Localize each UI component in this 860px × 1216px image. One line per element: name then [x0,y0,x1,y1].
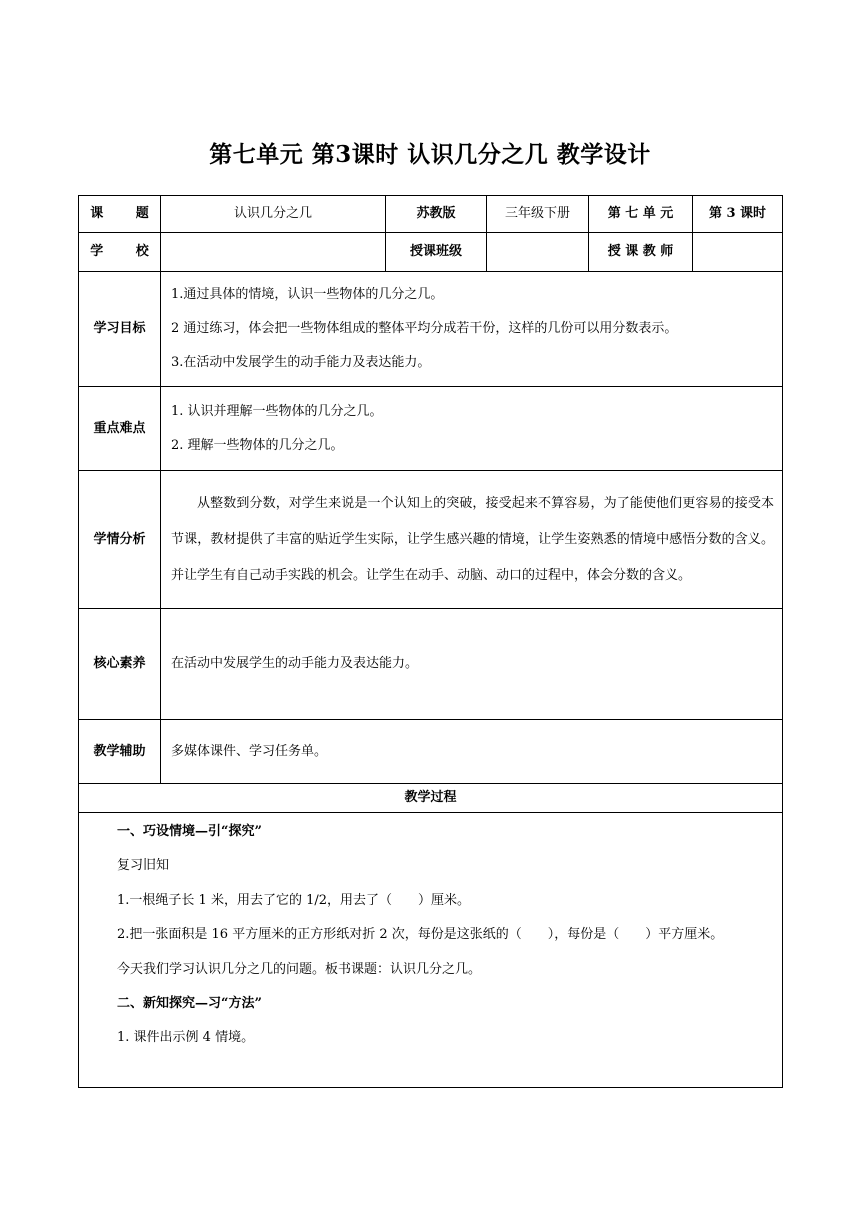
process-content [79,813,783,1088]
section1-title: 一、巧设情境—引“探究” [117,824,262,839]
aids-text: 多媒体课件、学习任务单。 [161,720,783,784]
review-text: 复习旧知 [117,858,170,874]
row-school [79,233,783,272]
row-process-content [79,813,783,1088]
section2-title: 二、新知探究—习“方法” [117,996,262,1012]
publisher-value: 苏教版 [386,196,487,233]
analysis-content [161,471,783,609]
analysis-text: 从整数到分数，对学生来说是一个认知上的突破，接受起来不算容易，为了能使他们更容易的接受本节课，教材提供了丰富的贴近学生实际，让学生感兴趣的情境，让学生姿熟悉的情境中感悟分数的含义。并让学生有自己动手实践的机会。让学生在动手、动脑、动口的过程中，体会分数的含义。 [171,495,774,583]
key-point-item: 2. 理解一些物体的几分之几。 [171,437,344,453]
topic-value: 认识几分之几 [161,196,386,233]
class-label: 授课班级 [386,233,487,272]
row-key-points [79,387,783,471]
analysis-label: 学情分析 [79,471,161,609]
goals-label: 学习目标 [79,272,161,387]
teacher-label: 授 课 教 师 [589,233,693,272]
class-value [487,233,589,272]
row-analysis [79,471,783,609]
intro-text: 今天我们学习认识几分之几的问题。板书课题：认识几分之几。 [117,961,482,977]
school-value [161,233,386,272]
question-2: 2.把一张面积是 16 平方厘米的正方形纸对折 2 次，每份是这张纸的（ ），每份是（ ）平方厘米。 [117,927,724,943]
teacher-value [693,233,783,272]
process-label: 教学过程 [79,784,783,813]
goals-content [161,272,783,387]
row-goals [79,272,783,387]
row-topic [79,196,783,233]
unit-value: 第 七 单 元 [589,196,693,233]
step-1: 1. 课件出示例 4 情境。 [117,1030,255,1046]
row-process-header [79,784,783,813]
topic-label: 课 题 [79,196,161,233]
key-point-item: 1. 认识并理解一些物体的几分之几。 [171,403,383,419]
literacy-text: 在活动中发展学生的动手能力及表达能力。 [161,609,783,720]
page-title: 第七单元 第3课时 认识几分之几 教学设计 [209,141,651,168]
grade-value: 三年级下册 [487,196,589,233]
key-points-label: 重点难点 [79,387,161,471]
row-aids [79,720,783,784]
goal-item: 2 通过练习，体会把一些物体组成的整体平均分成若干份，这样的几份可以用分数表示。 [171,321,678,336]
key-points-content [161,387,783,471]
lesson-value: 第 3 课时 [693,196,783,233]
goal-item: 1.通过具体的情境，认识一些物体的几分之几。 [171,287,444,302]
goal-item: 3.在活动中发展学生的动手能力及表达能力。 [171,355,431,370]
question-1: 1.一根绳子长 1 米，用去了它的 1/2，用去了（ ）厘米。 [117,892,470,908]
literacy-label: 核心素养 [79,609,161,720]
aids-label: 教学辅助 [79,720,161,784]
lesson-plan-table [78,195,783,1088]
row-literacy [79,609,783,720]
school-label: 学 校 [79,233,161,272]
